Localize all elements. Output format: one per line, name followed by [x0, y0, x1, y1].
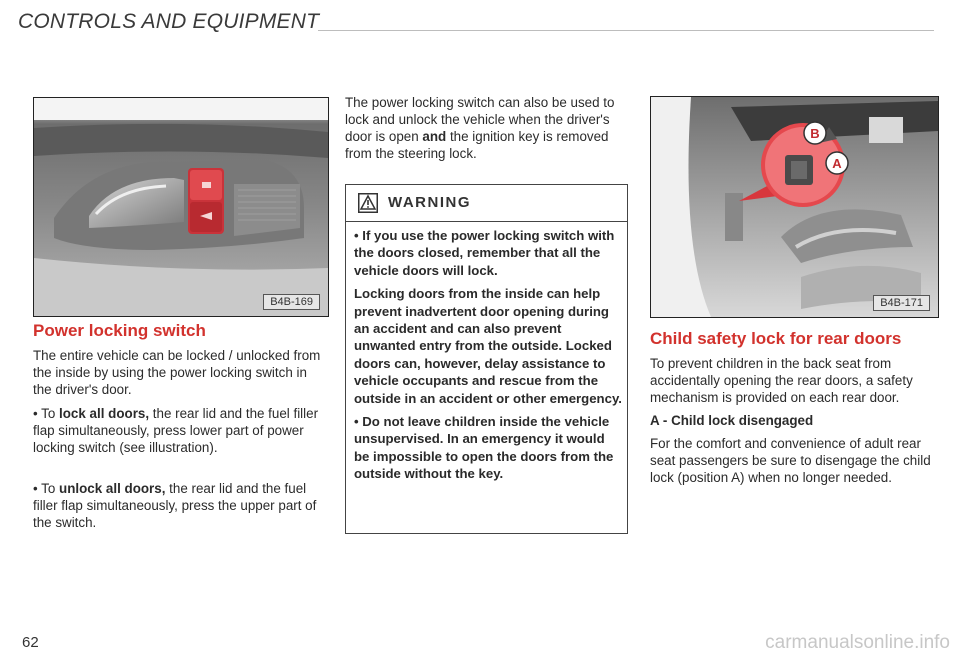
- middle-bold-and: and: [422, 129, 447, 144]
- child-lock-intro: To prevent children in the back seat from accidentally opening the rear doors, a safety mechanism is provided on each rear door.: [650, 356, 913, 405]
- child-safety-lock-figure: [650, 96, 939, 318]
- warning-paragraph-3: • Do not leave children inside the vehicle unsupervised. In an emergency it would be impossible to open the doors from the outside without the key.: [354, 414, 614, 482]
- middle-text-a: The power locking switch can also be used to lock and unlock the vehicle when the driver's door is open: [345, 95, 615, 144]
- warning-icon: [358, 193, 378, 213]
- warning-title: WARNING: [388, 194, 471, 211]
- section-title-child-lock: Child safety lock for rear doors: [650, 329, 902, 348]
- bullet-prefix: • To: [33, 481, 60, 496]
- section-title-power-locking: Power locking switch: [33, 321, 206, 340]
- figure-code-label: B4B-171: [873, 295, 930, 311]
- bullet-rest-text: the rear lid and the fuel filler flap simultaneously, press lower part of power locking switch (see illustration).: [33, 406, 319, 455]
- page-number: 62: [22, 634, 39, 651]
- bullet-unlock-all-doors: [33, 480, 325, 531]
- figure-code-label: B4B-169: [263, 294, 320, 310]
- bullet-lock-all-doors: [33, 405, 325, 456]
- child-lock-body: For the comfort and convenience of adult rear seat passengers be sure to disengage the child lock (position A) when no longer needed.: [650, 436, 931, 485]
- bullet-rest-text: the rear lid and the fuel filler flap simultaneously, press the upper part of the switch.: [33, 481, 317, 530]
- power-locking-switch-figure: [33, 97, 329, 317]
- watermark-text: carmanualsonline.info: [765, 632, 950, 653]
- power-locking-intro: The entire vehicle can be locked / unlocked from the inside by using the power locking switch in the driver's door.: [33, 348, 321, 397]
- rear-door-illustration: [651, 97, 938, 317]
- bullet-prefix: • To: [33, 406, 60, 421]
- label-a: A: [832, 156, 842, 171]
- warning-paragraph-1: • If you use the power locking switch with the doors closed, remember that all the vehicle doors will lock.: [354, 228, 615, 278]
- bullet-bold-text: lock all doors,: [59, 406, 150, 421]
- page-header-title: CONTROLS AND EQUIPMENT: [18, 10, 320, 33]
- warning-box: [345, 184, 628, 534]
- middle-text-b: the ignition key is removed from the steering lock.: [345, 129, 609, 161]
- warning-body: [354, 227, 622, 489]
- warning-paragraph-2: Locking doors from the inside can help prevent inadvertent door opening during an accident and can also prevent unwanted entry from the outside. Locked doors can, however, delay assistance to vehicle occupants and rescue from the outside in an accident or other emergency.: [354, 286, 622, 406]
- header-rule: [318, 30, 934, 31]
- child-lock-subhead: A - Child lock disengaged: [650, 413, 814, 428]
- label-b: B: [810, 126, 820, 141]
- middle-intro-paragraph: [345, 94, 631, 162]
- bullet-bold-text: unlock all doors,: [59, 481, 166, 496]
- door-panel-illustration: [34, 98, 328, 316]
- warning-header: [346, 185, 627, 222]
